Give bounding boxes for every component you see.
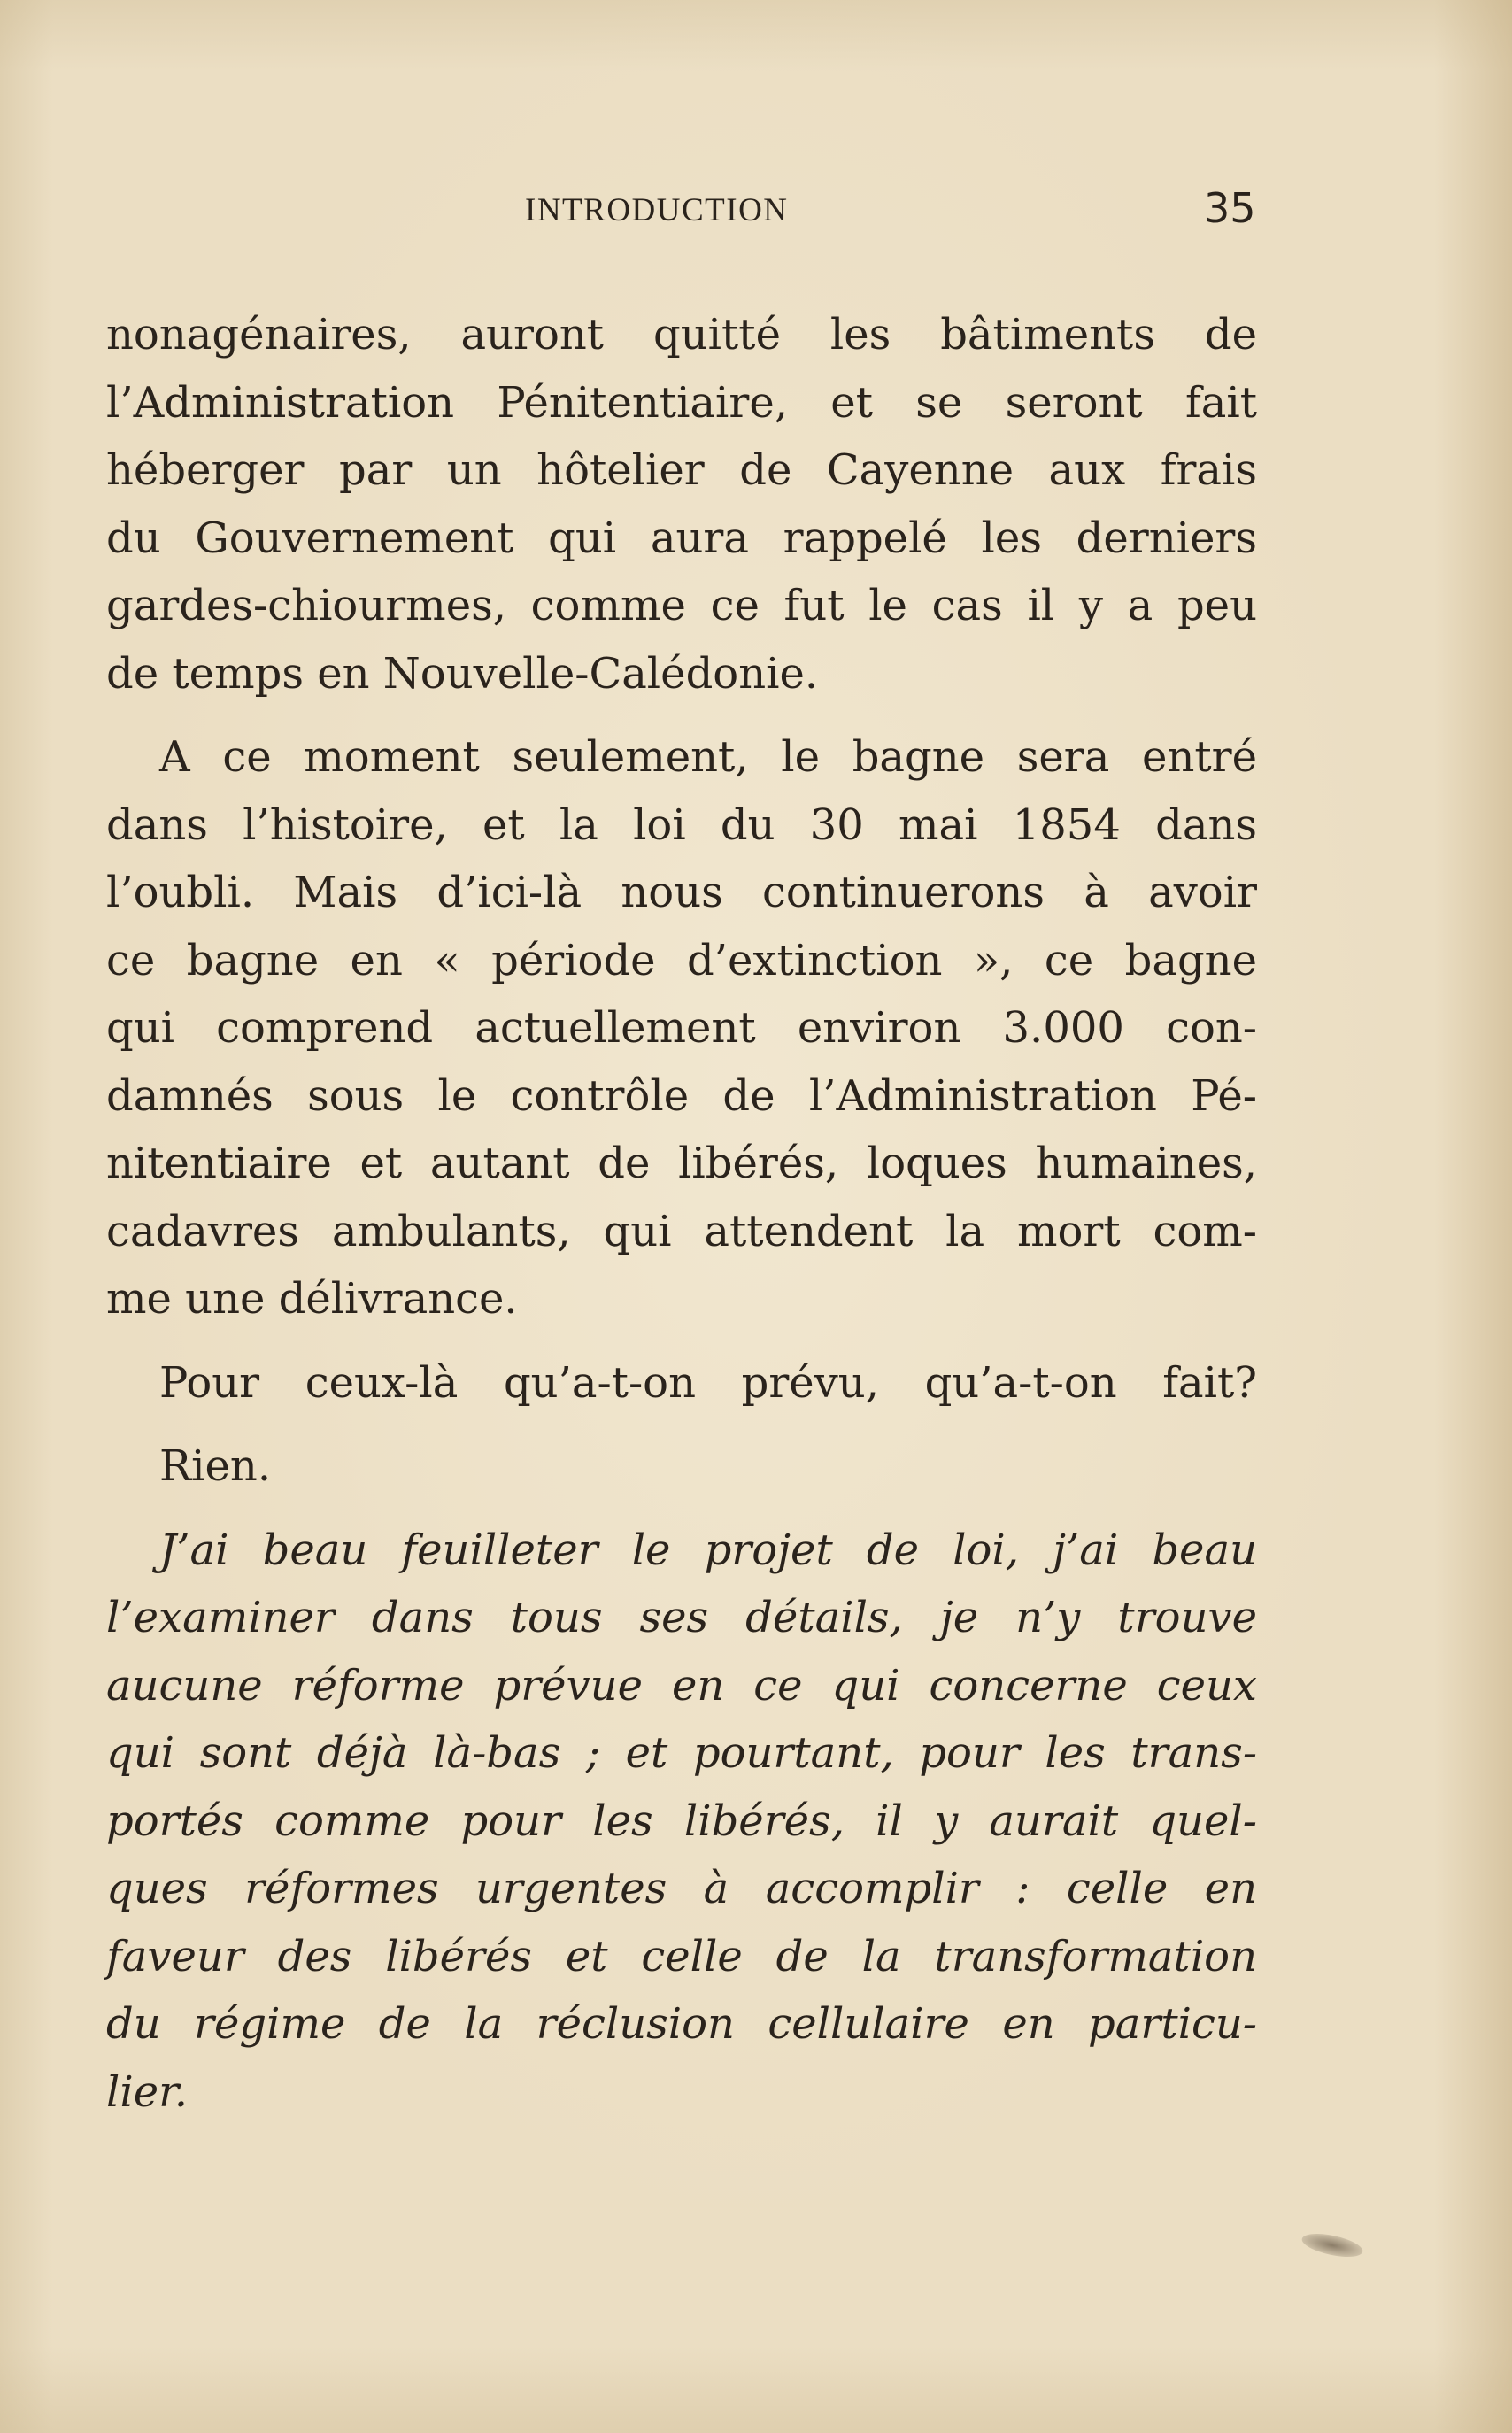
text-line: faveur des libérés et celle de la transformation	[106, 1931, 1257, 1981]
text-line: qui sont déjà là-bas ; et pourtant, pour les trans-	[106, 1728, 1257, 1778]
text-line: du régime de la réclusion cellulaire en particu-	[106, 1999, 1257, 2049]
text-line: l’Administration Pénitentiaire, et se seront fait	[106, 377, 1257, 428]
paragraph-2	[106, 723, 1257, 1333]
text-line: gardes-chiourmes, comme ce fut le cas il y a peu	[106, 581, 1257, 630]
body-text	[106, 301, 1257, 2126]
paragraph-5	[106, 1517, 1257, 2127]
text-line: Pour ceux-là qu’a-t-on prévu, qu’a-t-on fait?	[159, 1357, 1257, 1408]
text-line: nitentiaire et autant de libérés, loques humaines,	[106, 1139, 1257, 1188]
text-line: dans l’histoire, et la loi du 30 mai 1854 dans	[106, 799, 1257, 850]
text-line: A ce moment seulement, le bagne sera entré	[159, 732, 1257, 782]
text-line: nonagénaires, auront quitté les bâtiments de	[106, 310, 1257, 359]
page-number: 35	[1204, 184, 1256, 232]
text-line: de temps en Nouvelle-Calédonie.	[106, 648, 819, 699]
text-line: lier.	[106, 2066, 189, 2117]
text-line: aucune réforme prévue en ce qui concerne ceux	[106, 1660, 1257, 1711]
text-line: me une délivrance.	[106, 1274, 518, 1324]
text-line: qui comprend actuellement environ 3.000 con-	[106, 1003, 1257, 1053]
text-line: ce bagne en « période d’extinction », ce bagne	[106, 935, 1257, 985]
text-line: J’ai beau feuilleter le projet de loi, j’ai beau	[159, 1525, 1257, 1575]
text-line: l’examiner dans tous ses détails, je n’y trouve	[106, 1593, 1257, 1642]
text-line: Rien.	[159, 1441, 272, 1491]
text-line: portés comme pour les libérés, il y aurait quel-	[106, 1796, 1257, 1846]
running-head	[0, 184, 1512, 237]
text-line: cadavres ambulants, qui attendent la mort com-	[106, 1206, 1257, 1256]
paragraph-4	[106, 1433, 1257, 1501]
paragraph-3	[106, 1349, 1257, 1417]
text-line: damnés sous le contrôle de l’Administration Pé-	[106, 1070, 1257, 1121]
text-line: l’oubli. Mais d’ici-là nous continuerons à avoir	[106, 868, 1257, 917]
text-line: héberger par un hôtelier de Cayenne aux frais	[106, 445, 1257, 495]
text-line: ques réformes urgentes à accomplir : celle en	[106, 1864, 1257, 1913]
paragraph-1	[106, 301, 1257, 707]
ink-smudge	[1300, 2229, 1364, 2261]
text-line: du Gouvernement qui aura rappelé les derniers	[106, 513, 1257, 563]
running-title: INTRODUCTION	[525, 192, 789, 228]
